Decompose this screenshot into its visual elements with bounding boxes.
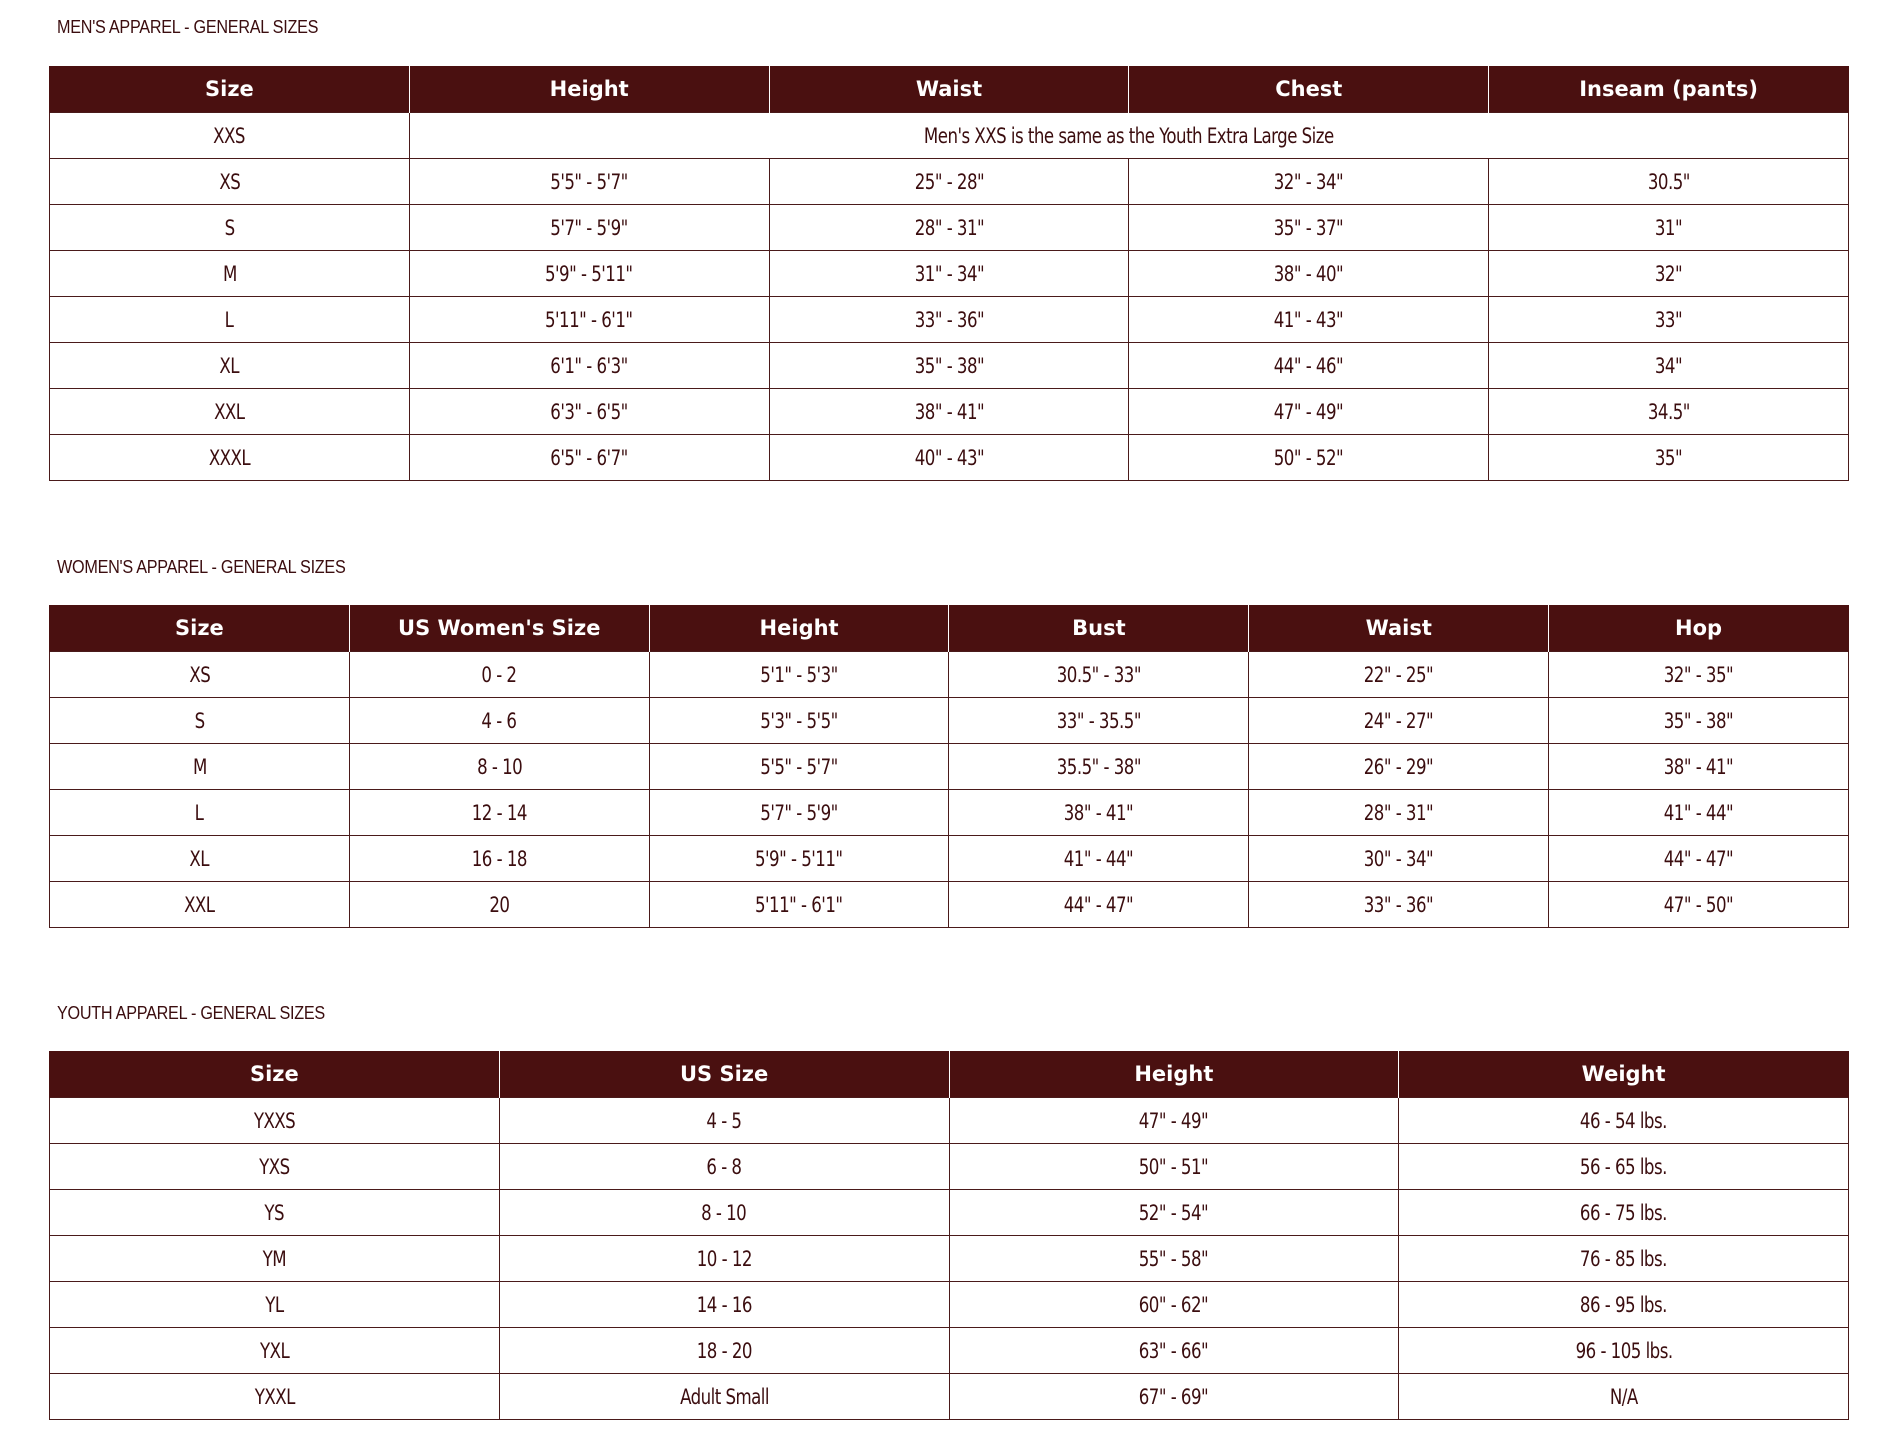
mens-section-title: MEN'S APPAREL - GENERAL SIZES: [57, 17, 319, 37]
waist-cell: 40" - 43": [769, 435, 1129, 481]
chest-cell: 47" - 49": [1129, 389, 1489, 435]
height-cell: 67" - 69": [949, 1374, 1399, 1420]
column-header-size: Size: [50, 605, 350, 652]
size-cell: XS: [50, 159, 410, 205]
bust-cell: 41" - 44": [949, 836, 1249, 882]
hip-cell: 41" - 44": [1549, 790, 1849, 836]
height-cell: 5'9" - 5'11": [649, 836, 949, 882]
size-cell: YS: [50, 1190, 500, 1236]
table-row: [50, 159, 1849, 205]
table-row: [50, 1374, 1849, 1420]
size-cell: XXS: [50, 113, 410, 159]
chest-cell: 32" - 34": [1129, 159, 1489, 205]
bust-cell: 33" - 35.5": [949, 698, 1249, 744]
table-header-row: [50, 66, 1849, 113]
size-cell: YXS: [50, 1144, 500, 1190]
inseam-cell: 30.5": [1489, 159, 1849, 205]
inseam-cell: 34": [1489, 343, 1849, 389]
chest-cell: 50" - 52": [1129, 435, 1489, 481]
column-header-height: Height: [649, 605, 949, 652]
height-cell: 5'7" - 5'9": [649, 790, 949, 836]
note-cell: Men's XXS is the same as the Youth Extra Large Size: [409, 113, 1848, 159]
bust-cell: 44" - 47": [949, 882, 1249, 928]
chest-cell: 44" - 46": [1129, 343, 1489, 389]
size-cell: XS: [50, 652, 350, 698]
table-row: [50, 1098, 1849, 1144]
youth-size-table: [49, 1051, 1849, 1420]
size-cell: YM: [50, 1236, 500, 1282]
column-header-bust: Bust: [949, 605, 1249, 652]
bust-cell: 35.5" - 38": [949, 744, 1249, 790]
size-cell: YXXL: [50, 1374, 500, 1420]
weight-cell: 76 - 85 lbs.: [1399, 1236, 1849, 1282]
table-row: [50, 1282, 1849, 1328]
womens-size-table: [49, 605, 1849, 928]
weight-cell: 86 - 95 lbs.: [1399, 1282, 1849, 1328]
table-row: [50, 435, 1849, 481]
us-size-cell: 8 - 10: [499, 1190, 949, 1236]
column-header-height: Height: [949, 1051, 1399, 1098]
column-header-us-womens-size: US Women's Size: [349, 605, 649, 652]
column-header-waist: Waist: [1249, 605, 1549, 652]
weight-cell: 96 - 105 lbs.: [1399, 1328, 1849, 1374]
hip-cell: 47" - 50": [1549, 882, 1849, 928]
size-cell: L: [50, 297, 410, 343]
waist-cell: 31" - 34": [769, 251, 1129, 297]
waist-cell: 28" - 31": [1249, 790, 1549, 836]
height-cell: 50" - 51": [949, 1144, 1399, 1190]
waist-cell: 38" - 41": [769, 389, 1129, 435]
hip-cell: 35" - 38": [1549, 698, 1849, 744]
waist-cell: 25" - 28": [769, 159, 1129, 205]
hip-cell: 38" - 41": [1549, 744, 1849, 790]
height-cell: 5'9" - 5'11": [409, 251, 769, 297]
youth-section-title: YOUTH APPAREL - GENERAL SIZES: [57, 1003, 325, 1023]
us-size-cell: 12 - 14: [349, 790, 649, 836]
column-header-height: Height: [409, 66, 769, 113]
inseam-cell: 33": [1489, 297, 1849, 343]
table-row: [50, 389, 1849, 435]
hip-cell: 44" - 47": [1549, 836, 1849, 882]
table-row: [50, 652, 1849, 698]
height-cell: 5'7" - 5'9": [409, 205, 769, 251]
waist-cell: 24" - 27": [1249, 698, 1549, 744]
size-cell: XL: [50, 343, 410, 389]
waist-cell: 28" - 31": [769, 205, 1129, 251]
chest-cell: 38" - 40": [1129, 251, 1489, 297]
table-header-row: [50, 605, 1849, 652]
table-row: [50, 343, 1849, 389]
column-header-size: Size: [50, 1051, 500, 1098]
height-cell: 55" - 58": [949, 1236, 1399, 1282]
table-row: [50, 251, 1849, 297]
table-row: [50, 113, 1849, 159]
inseam-cell: 32": [1489, 251, 1849, 297]
waist-cell: 33" - 36": [1249, 882, 1549, 928]
table-row: [50, 698, 1849, 744]
us-size-cell: 16 - 18: [349, 836, 649, 882]
table-row: [50, 744, 1849, 790]
table-row: [50, 836, 1849, 882]
size-cell: XL: [50, 836, 350, 882]
table-row: [50, 790, 1849, 836]
height-cell: 6'5" - 6'7": [409, 435, 769, 481]
waist-cell: 26" - 29": [1249, 744, 1549, 790]
height-cell: 5'11" - 6'1": [409, 297, 769, 343]
size-cell: S: [50, 205, 410, 251]
us-size-cell: 10 - 12: [499, 1236, 949, 1282]
size-cell: M: [50, 251, 410, 297]
us-size-cell: 0 - 2: [349, 652, 649, 698]
womens-section-title: WOMEN'S APPAREL - GENERAL SIZES: [57, 557, 346, 577]
height-cell: 60" - 62": [949, 1282, 1399, 1328]
chest-cell: 35" - 37": [1129, 205, 1489, 251]
table-row: [50, 297, 1849, 343]
us-size-cell: 18 - 20: [499, 1328, 949, 1374]
size-cell: S: [50, 698, 350, 744]
chest-cell: 41" - 43": [1129, 297, 1489, 343]
size-cell: YL: [50, 1282, 500, 1328]
mens-size-table: [49, 66, 1849, 481]
column-header-us-size: US Size: [499, 1051, 949, 1098]
us-size-cell: 6 - 8: [499, 1144, 949, 1190]
table-row: [50, 882, 1849, 928]
table-row: [50, 1190, 1849, 1236]
waist-cell: 33" - 36": [769, 297, 1129, 343]
height-cell: 5'5" - 5'7": [649, 744, 949, 790]
table-row: [50, 1328, 1849, 1374]
hip-cell: 32" - 35": [1549, 652, 1849, 698]
height-cell: 63" - 66": [949, 1328, 1399, 1374]
column-header-hip: Hop: [1549, 605, 1849, 652]
inseam-cell: 31": [1489, 205, 1849, 251]
table-row: [50, 1144, 1849, 1190]
waist-cell: 22" - 25": [1249, 652, 1549, 698]
waist-cell: 30" - 34": [1249, 836, 1549, 882]
height-cell: 5'3" - 5'5": [649, 698, 949, 744]
height-cell: 5'1" - 5'3": [649, 652, 949, 698]
height-cell: 6'1" - 6'3": [409, 343, 769, 389]
size-cell: XXL: [50, 882, 350, 928]
size-cell: M: [50, 744, 350, 790]
waist-cell: 35" - 38": [769, 343, 1129, 389]
size-cell: XXXL: [50, 435, 410, 481]
weight-cell: N/A: [1399, 1374, 1849, 1420]
height-cell: 5'5" - 5'7": [409, 159, 769, 205]
column-header-waist: Waist: [769, 66, 1129, 113]
inseam-cell: 34.5": [1489, 389, 1849, 435]
column-header-weight: Weight: [1399, 1051, 1849, 1098]
us-size-cell: 4 - 5: [499, 1098, 949, 1144]
column-header-chest: Chest: [1129, 66, 1489, 113]
us-size-cell: 20: [349, 882, 649, 928]
weight-cell: 46 - 54 lbs.: [1399, 1098, 1849, 1144]
weight-cell: 56 - 65 lbs.: [1399, 1144, 1849, 1190]
column-header-inseam: Inseam (pants): [1489, 66, 1849, 113]
table-row: [50, 1236, 1849, 1282]
table-row: [50, 205, 1849, 251]
inseam-cell: 35": [1489, 435, 1849, 481]
size-cell: XXL: [50, 389, 410, 435]
bust-cell: 30.5" - 33": [949, 652, 1249, 698]
size-cell: YXXS: [50, 1098, 500, 1144]
us-size-cell: 14 - 16: [499, 1282, 949, 1328]
table-header-row: [50, 1051, 1849, 1098]
column-header-size: Size: [50, 66, 410, 113]
weight-cell: 66 - 75 lbs.: [1399, 1190, 1849, 1236]
height-cell: 52" - 54": [949, 1190, 1399, 1236]
height-cell: 5'11" - 6'1": [649, 882, 949, 928]
bust-cell: 38" - 41": [949, 790, 1249, 836]
size-cell: L: [50, 790, 350, 836]
size-cell: YXL: [50, 1328, 500, 1374]
us-size-cell: 8 - 10: [349, 744, 649, 790]
us-size-cell: 4 - 6: [349, 698, 649, 744]
us-size-cell: Adult Small: [499, 1374, 949, 1420]
height-cell: 6'3" - 6'5": [409, 389, 769, 435]
height-cell: 47" - 49": [949, 1098, 1399, 1144]
